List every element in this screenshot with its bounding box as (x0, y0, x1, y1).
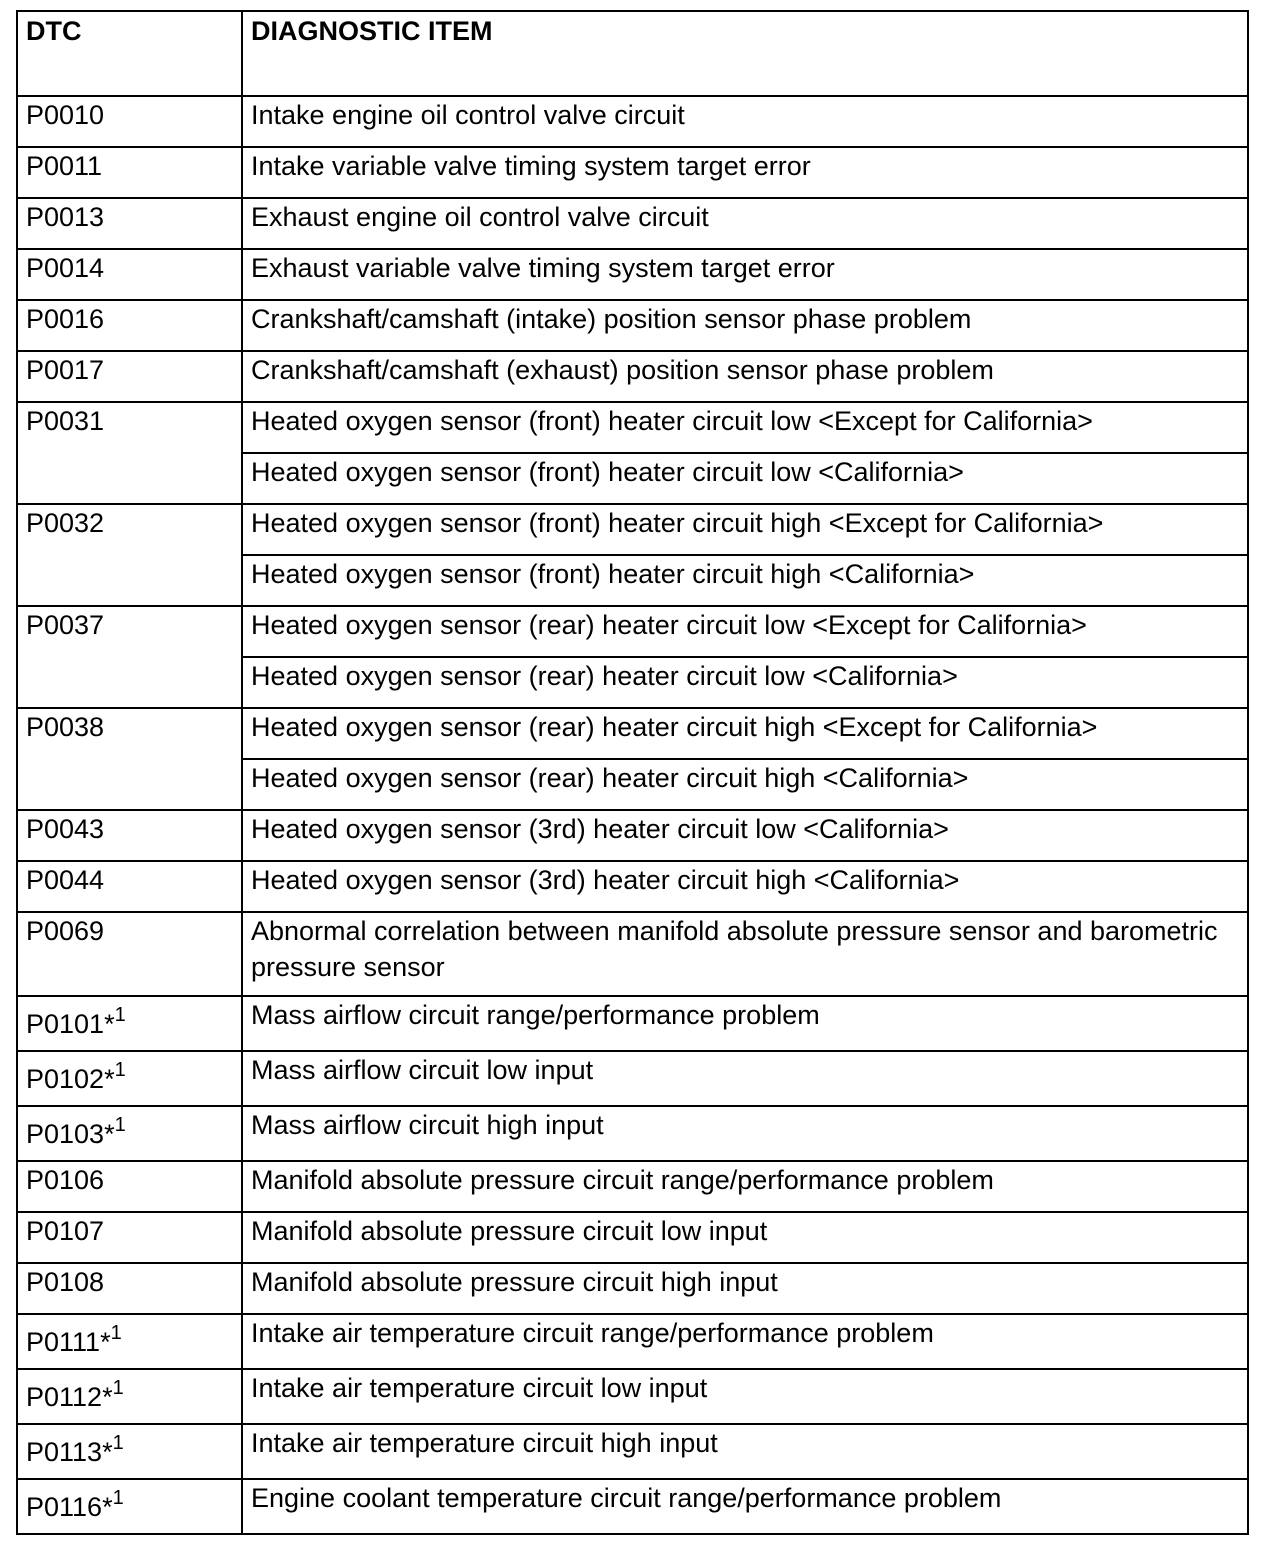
dtc-code-cell (17, 861, 242, 912)
footnote-marker: 1 (110, 1322, 122, 1344)
diagnostic-item-text: Crankshaft/camshaft (intake) position sensor phase problem (251, 304, 972, 334)
dtc-table (16, 10, 1249, 1535)
dtc-code: P0111* (26, 1327, 111, 1357)
diagnostic-item-cell (242, 351, 1248, 402)
diagnostic-item-cell (242, 453, 1248, 504)
table-row (17, 504, 1248, 555)
diagnostic-item-cell (242, 555, 1248, 606)
table-row (17, 1479, 1248, 1534)
diagnostic-item-cell (242, 1263, 1248, 1314)
diagnostic-item-text: Intake air temperature circuit range/performance problem (251, 1318, 934, 1348)
dtc-code: P0101* (26, 1009, 115, 1039)
dtc-code-cell (17, 300, 242, 351)
diagnostic-item-cell (242, 708, 1248, 759)
dtc-code-cell (17, 1051, 242, 1106)
diagnostic-item-text: Crankshaft/camshaft (exhaust) position sensor phase problem (251, 355, 994, 385)
diagnostic-item-cell (242, 96, 1248, 147)
dtc-code: P0010 (26, 100, 105, 130)
diagnostic-item-cell (242, 1424, 1248, 1479)
dtc-code: P0102* (26, 1064, 115, 1094)
table-row (17, 351, 1248, 402)
dtc-code-cell (17, 1424, 242, 1479)
table-row (17, 708, 1248, 759)
dtc-code-cell (17, 96, 242, 147)
dtc-code: P0016 (26, 304, 105, 334)
table-row (17, 996, 1248, 1051)
diagnostic-item-text: Heated oxygen sensor (rear) heater circuit low <California> (251, 661, 958, 691)
diagnostic-item-text: Mass airflow circuit range/performance problem (251, 1000, 820, 1030)
table-row (17, 402, 1248, 453)
dtc-code: P0031 (26, 406, 105, 436)
diagnostic-item-cell (242, 1479, 1248, 1534)
table-row (17, 1212, 1248, 1263)
dtc-code-cell (17, 351, 242, 402)
diagnostic-item-cell (242, 1212, 1248, 1263)
dtc-code: P0112* (26, 1382, 113, 1412)
diagnostic-item-text: Manifold absolute pressure circuit low input (251, 1216, 768, 1246)
dtc-code: P0069 (26, 916, 105, 946)
diagnostic-item-cell (242, 147, 1248, 198)
diagnostic-item-text: Heated oxygen sensor (3rd) heater circuit low <California> (251, 814, 949, 844)
diagnostic-item-cell (242, 861, 1248, 912)
diagnostic-item-cell (242, 996, 1248, 1051)
table-row (17, 810, 1248, 861)
table-body (17, 96, 1248, 1534)
diagnostic-item-text: Exhaust engine oil control valve circuit (251, 202, 709, 232)
diagnostic-item-text: Heated oxygen sensor (rear) heater circuit low <Except for California> (251, 610, 1087, 640)
diagnostic-item-text: Manifold absolute pressure circuit high input (251, 1267, 778, 1297)
dtc-code: P0044 (26, 865, 105, 895)
dtc-code-cell (17, 198, 242, 249)
dtc-code-cell (17, 504, 242, 606)
diagnostic-item-cell (242, 1051, 1248, 1106)
dtc-code-cell (17, 606, 242, 708)
diagnostic-item-text: Mass airflow circuit high input (251, 1110, 604, 1140)
dtc-code: P0017 (26, 355, 105, 385)
diagnostic-item-text: Heated oxygen sensor (front) heater circuit high <California> (251, 559, 975, 589)
diagnostic-item-cell (242, 912, 1248, 996)
diagnostic-item-text: Intake engine oil control valve circuit (251, 100, 685, 130)
diagnostic-item-text: Abnormal correlation between manifold absolute pressure sensor and barometric pressure sensor (251, 916, 1218, 982)
diagnostic-item-cell (242, 504, 1248, 555)
table-row (17, 1263, 1248, 1314)
dtc-code-cell (17, 1212, 242, 1263)
diagnostic-item-text: Heated oxygen sensor (front) heater circuit high <Except for California> (251, 508, 1104, 538)
dtc-code-cell (17, 1314, 242, 1369)
dtc-code-cell (17, 1479, 242, 1534)
table-row (17, 1424, 1248, 1479)
diagnostic-item-text: Exhaust variable valve timing system target error (251, 253, 835, 283)
diagnostic-item-cell (242, 300, 1248, 351)
diagnostic-item-cell (242, 1369, 1248, 1424)
dtc-code-cell (17, 147, 242, 198)
dtc-code: P0113* (26, 1437, 113, 1467)
dtc-code: P0108 (26, 1267, 105, 1297)
header-diagnostic-item: DIAGNOSTIC ITEM (242, 11, 1248, 96)
diagnostic-item-text: Intake air temperature circuit low input (251, 1373, 708, 1403)
dtc-code-cell (17, 708, 242, 810)
diagnostic-item-cell (242, 657, 1248, 708)
dtc-code: P0038 (26, 712, 105, 742)
table-row (17, 1314, 1248, 1369)
table-row (17, 912, 1248, 996)
table-row (17, 606, 1248, 657)
table-row (17, 1369, 1248, 1424)
dtc-code-cell (17, 249, 242, 300)
table-row (17, 861, 1248, 912)
dtc-code-cell (17, 996, 242, 1051)
diagnostic-item-cell (242, 198, 1248, 249)
dtc-code-cell (17, 1161, 242, 1212)
dtc-code: P0107 (26, 1216, 105, 1246)
footnote-marker: 1 (114, 1114, 126, 1136)
diagnostic-item-cell (242, 249, 1248, 300)
table-row (17, 96, 1248, 147)
dtc-code-cell (17, 1369, 242, 1424)
diagnostic-item-cell (242, 1161, 1248, 1212)
diagnostic-item-cell (242, 1106, 1248, 1161)
dtc-code: P0037 (26, 610, 105, 640)
footnote-marker: 1 (112, 1432, 124, 1454)
table-row (17, 1051, 1248, 1106)
dtc-code: P0116* (26, 1492, 113, 1522)
diagnostic-item-text: Heated oxygen sensor (front) heater circuit low <Except for California> (251, 406, 1093, 436)
diagnostic-item-text: Heated oxygen sensor (3rd) heater circuit high <California> (251, 865, 960, 895)
dtc-code-cell (17, 912, 242, 996)
dtc-code: P0043 (26, 814, 105, 844)
table-row (17, 198, 1248, 249)
diagnostic-item-text: Intake variable valve timing system target error (251, 151, 811, 181)
dtc-code-cell (17, 1263, 242, 1314)
dtc-code-cell (17, 810, 242, 861)
dtc-code-cell (17, 1106, 242, 1161)
diagnostic-item-cell (242, 810, 1248, 861)
diagnostic-item-text: Engine coolant temperature circuit range/performance problem (251, 1483, 1002, 1513)
footnote-marker: 1 (112, 1487, 124, 1509)
diagnostic-item-text: Heated oxygen sensor (front) heater circuit low <California> (251, 457, 964, 487)
diagnostic-item-cell (242, 1314, 1248, 1369)
diagnostic-item-text: Heated oxygen sensor (rear) heater circuit high <California> (251, 763, 969, 793)
diagnostic-item-text: Intake air temperature circuit high input (251, 1428, 718, 1458)
table-row (17, 1106, 1248, 1161)
dtc-code: P0032 (26, 508, 105, 538)
diagnostic-item-cell (242, 606, 1248, 657)
dtc-code: P0013 (26, 202, 105, 232)
table-row (17, 249, 1248, 300)
footnote-marker: 1 (112, 1377, 124, 1399)
diagnostic-item-text: Mass airflow circuit low input (251, 1055, 594, 1085)
diagnostic-item-cell (242, 402, 1248, 453)
diagnostic-item-cell (242, 759, 1248, 810)
table-row (17, 300, 1248, 351)
header-row (17, 11, 1248, 96)
diagnostic-item-text: Heated oxygen sensor (rear) heater circuit high <Except for California> (251, 712, 1098, 742)
header-dtc: DTC (17, 11, 242, 96)
footnote-marker: 1 (114, 1004, 126, 1026)
dtc-code: P0103* (26, 1119, 115, 1149)
diagnostic-item-text: Manifold absolute pressure circuit range/performance problem (251, 1165, 994, 1195)
dtc-code: P0014 (26, 253, 105, 283)
dtc-code: P0011 (26, 151, 103, 181)
footnote-marker: 1 (114, 1059, 126, 1081)
dtc-code: P0106 (26, 1165, 105, 1195)
table-row (17, 1161, 1248, 1212)
dtc-code-cell (17, 402, 242, 504)
table-row (17, 147, 1248, 198)
